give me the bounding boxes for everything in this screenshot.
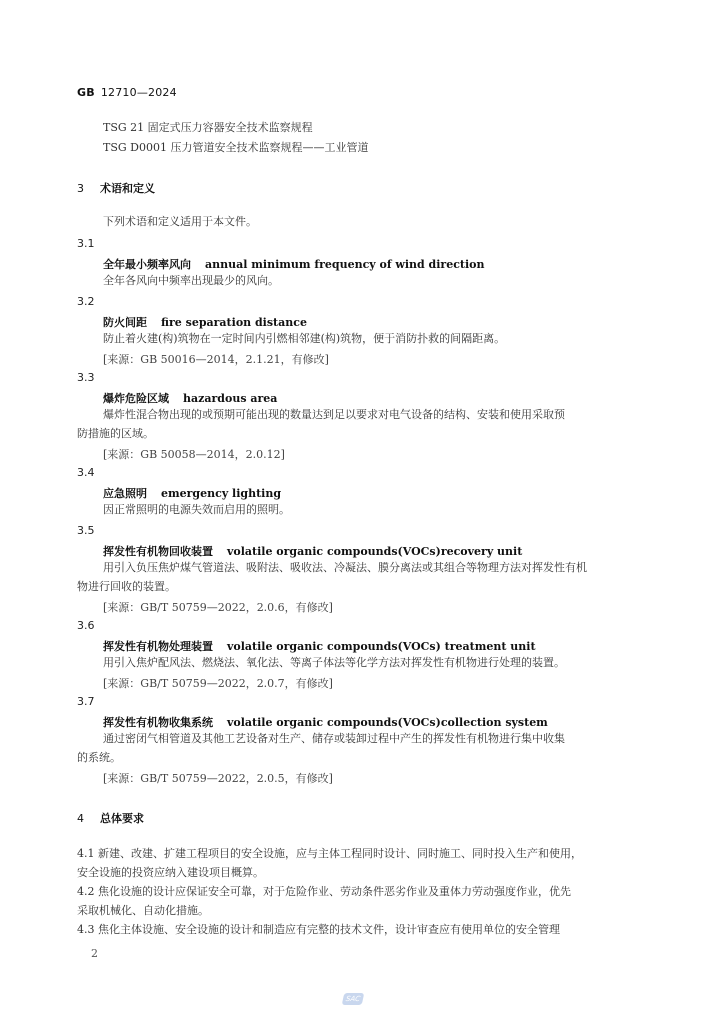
term-en: annual minimum frequency of wind direction — [205, 258, 485, 271]
term-definition: 爆炸性混合物出现的或预期可能出现的数量达到足以要求对电气设备的结构、安装和使用采取预 — [103, 408, 565, 421]
term-heading — [103, 314, 307, 330]
term-en: hazardous area — [183, 392, 278, 405]
term-number: 3.6 — [77, 619, 95, 632]
term-en: emergency lighting — [161, 487, 282, 500]
term-number: 3.7 — [77, 695, 95, 708]
term-definition-cont: 的系统。 — [77, 751, 121, 764]
term-cn: 挥发性有机物回收装置 — [103, 545, 213, 558]
term-definition: 用引入负压焦炉煤气管道法、吸附法、吸收法、冷凝法、膜分离法或其组合等物理方法对挥发性有机 — [103, 561, 587, 574]
term-cn: 爆炸危险区域 — [103, 392, 169, 405]
term-cn: 防火间距 — [103, 316, 147, 329]
term-definition: 通过密闭气相管道及其他工艺设备对生产、储存或装卸过程中产生的挥发性有机物进行集中收集 — [103, 732, 565, 745]
clause-line: 4.2 焦化设施的设计应保证安全可靠，对于危险作业、劳动条件恶劣作业及重体力劳动强度作业，优先 — [77, 885, 571, 898]
term-source: [来源：GB/T 50759—2022，2.0.6，有修改] — [103, 601, 333, 614]
page-number: 2 — [91, 947, 98, 960]
publisher-watermark — [342, 993, 365, 1005]
term-heading — [103, 543, 522, 559]
term-heading — [103, 714, 548, 730]
section-heading — [77, 180, 155, 196]
term-number: 3.3 — [77, 371, 95, 384]
term-definition: 因正常照明的电源失效而启用的照明。 — [103, 503, 290, 516]
term-source: [来源：GB/T 50759—2022，2.0.7，有修改] — [103, 677, 333, 690]
term-source: [来源：GB 50058—2014，2.0.12] — [103, 448, 285, 461]
term-en: volatile organic compounds(VOCs)recovery unit — [227, 545, 523, 558]
term-heading — [103, 390, 277, 406]
term-number: 3.4 — [77, 466, 95, 479]
clause-line: 4.3 焦化主体设施、安全设施的设计和制造应有完整的技术文件，设计审查应有使用单位的安全管理 — [77, 923, 560, 936]
clause-line: 4.1 新建、改建、扩建工程项目的安全设施，应与主体工程同时设计、同时施工、同时投入生产和使用， — [77, 847, 582, 860]
section-title: 总体要求 — [100, 812, 144, 825]
clause-line: 安全设施的投资应纳入建设项目概算。 — [77, 866, 264, 879]
term-number: 3.5 — [77, 524, 95, 537]
term-definition: 用引入焦炉配风法、燃烧法、氧化法、等离子体法等化学方法对挥发性有机物进行处理的装置。 — [103, 656, 565, 669]
standard-code: GB — [77, 86, 95, 99]
reference-line: TSG D0001 压力管道安全技术监察规程——工业管道 — [103, 141, 369, 154]
section-intro: 下列术语和定义适用于本文件。 — [103, 215, 257, 228]
term-definition: 防止着火建(构)筑物在一定时间内引燃相邻建(构)筑物，便于消防扑救的间隔距离。 — [103, 332, 506, 345]
section-number: 4 — [77, 812, 84, 825]
term-definition-cont: 防措施的区域。 — [77, 427, 154, 440]
term-definition-cont: 物进行回收的装置。 — [77, 580, 176, 593]
term-en: volatile organic compounds(VOCs) treatment unit — [227, 640, 536, 653]
term-cn: 应急照明 — [103, 487, 147, 500]
reference-line: TSG 21 固定式压力容器安全技术监察规程 — [103, 121, 313, 134]
term-source: [来源：GB/T 50759—2022，2.0.5，有修改] — [103, 772, 333, 785]
section-number: 3 — [77, 182, 84, 195]
term-cn: 挥发性有机物收集系统 — [103, 716, 213, 729]
term-number: 3.1 — [77, 237, 95, 250]
term-en: volatile organic compounds(VOCs)collection system — [227, 716, 548, 729]
term-cn: 全年最小频率风向 — [103, 258, 191, 271]
standard-number: 12710—2024 — [100, 86, 177, 99]
term-source: [来源：GB 50016—2014，2.1.21，有修改] — [103, 353, 329, 366]
term-cn: 挥发性有机物处理装置 — [103, 640, 213, 653]
term-heading — [103, 256, 485, 272]
term-en: fire separation distance — [161, 316, 307, 329]
term-heading — [103, 638, 536, 654]
section-title: 术语和定义 — [100, 182, 155, 195]
standard-header — [77, 86, 177, 99]
watermark-text: SAC — [345, 995, 361, 1003]
clause-line: 采取机械化、自动化措施。 — [77, 904, 209, 917]
term-heading — [103, 485, 281, 501]
term-definition: 全年各风向中频率出现最少的风向。 — [103, 274, 279, 287]
term-number: 3.2 — [77, 295, 95, 308]
section-heading — [77, 810, 144, 826]
